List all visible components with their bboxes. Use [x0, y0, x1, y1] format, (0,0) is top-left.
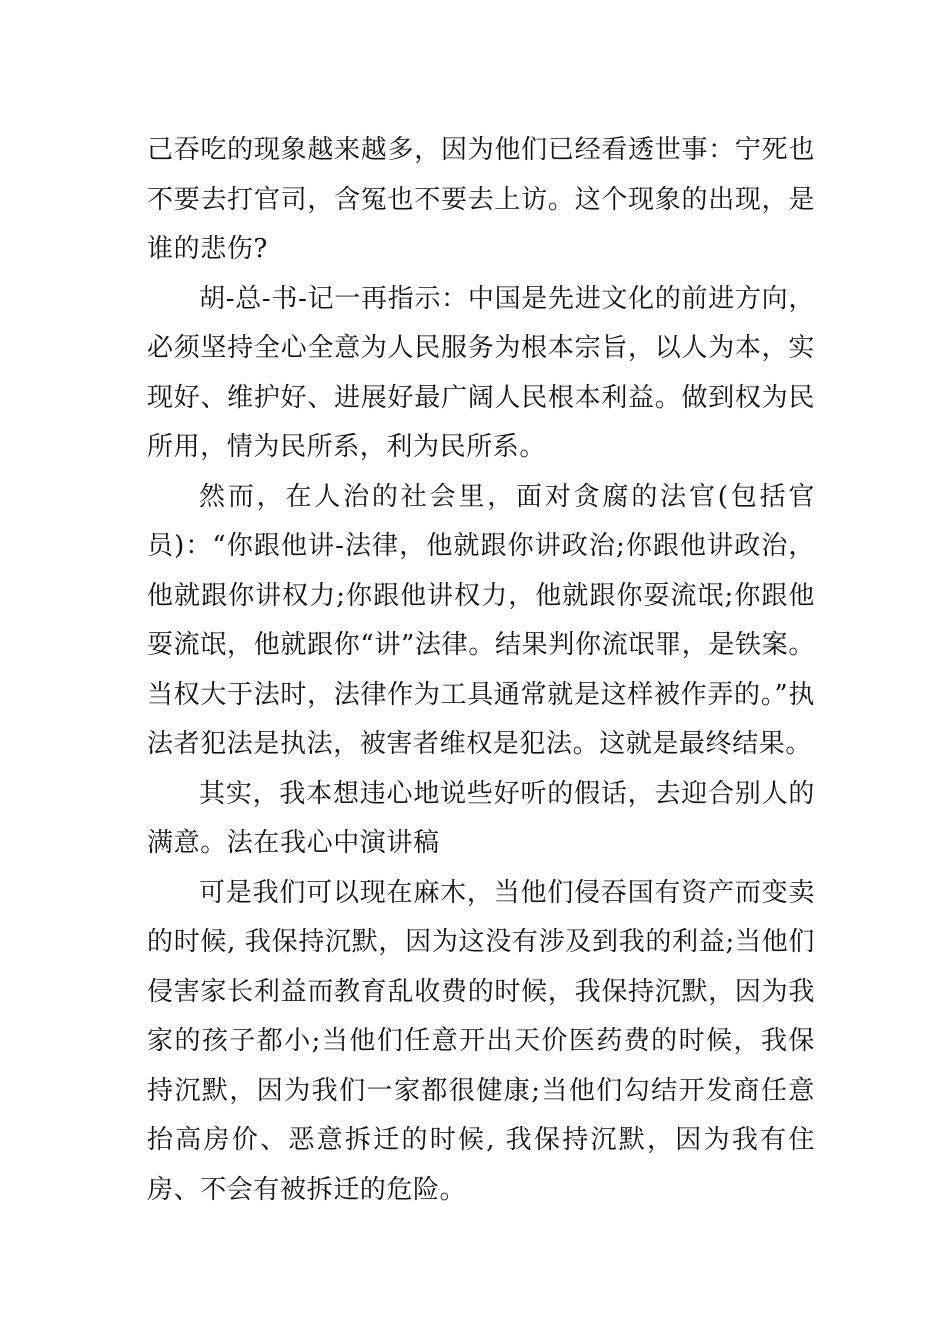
- paragraph-4: 其实，我本想违心地说些好听的假话，去迎合别人的满意。法在我心中演讲稿: [147, 778, 815, 858]
- paragraph-3: 然而，在人治的社会里，面对贪腐的法官(包括官员)：“你跟他讲-法律，他就跟你讲政治;你跟他讲政治，他就跟你讲权力;你跟他讲权力，他就跟你耍流氓;你跟他耍流氓，他就跟你“讲”法律。结果判你流氓罪，是铁案。当权大于法时，法律作为工具通常就是这样被作弄的。”执法者犯法是执法，被害者维权是犯法。这就是最终结果。: [147, 481, 815, 759]
- paragraph-1: 己吞吃的现象越来越多，因为他们已经看透世事：宁死也不要去打官司，含冤也不要去上访。这个现象的出现，是谁的悲伤?: [147, 135, 815, 264]
- document-body: [147, 126, 815, 1215]
- paragraph-2: 胡-总-书-记一再指示：中国是先进文化的前进方向，必须坚持全心全意为人民服务为根本宗旨，以人为本，实现好、维护好、进展好最广阔人民根本利益。做到权为民所用，情为民所系，利为民所系。: [147, 283, 815, 462]
- paragraph-5: 可是我们可以现在麻木，当他们侵吞国有资产而变卖的时候, 我保持沉默，因为这没有涉及到我的利益;当他们侵害家长利益而教育乱收费的时候，我保持沉默，因为我家的孩子都小;当他们任意开出天价医药费的时候，我保持沉默，因为我们一家都很健康;当他们勾结开发商任意抬高房价、恶意拆迁的时候, 我保持沉默，因为我有住房、不会有被拆迁的危险。: [147, 877, 815, 1205]
